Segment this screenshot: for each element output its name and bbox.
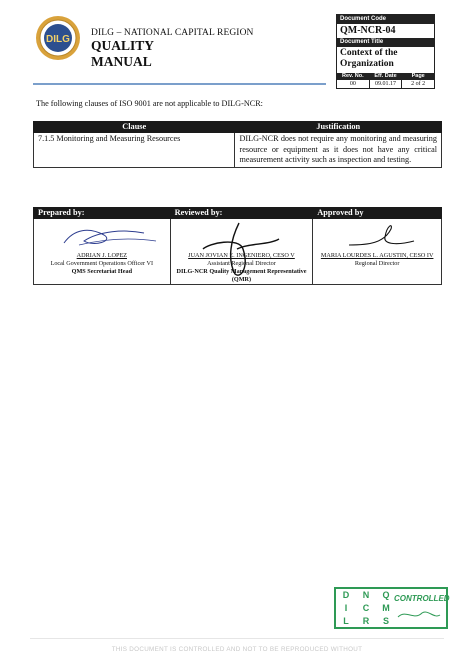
approved-name: MARIA LOURDES L. AGUSTIN, CESO IV xyxy=(320,252,434,259)
page-value: 2 of 2 xyxy=(411,81,426,87)
signatory-table xyxy=(33,207,442,285)
eff-value: 09.01.17 xyxy=(370,80,403,88)
approved-by-header: Approved by xyxy=(313,208,442,219)
svg-text:DILG: DILG xyxy=(46,34,70,45)
stamp-letter-grid: D N Q I C M L R S xyxy=(342,590,390,626)
reviewed-role2: DILG-NCR Quality Management Representative (QMR) xyxy=(176,268,307,283)
eff-label: Eff. Date xyxy=(370,73,403,80)
dilg-logo xyxy=(35,15,81,61)
reviewed-by-cell xyxy=(170,219,313,285)
approved-by-cell xyxy=(313,219,442,285)
doc-meta-values xyxy=(337,80,434,88)
table-row xyxy=(34,133,442,168)
prepared-name: ADRIAN J. LOPEZ xyxy=(76,252,127,259)
rev-value: 00 xyxy=(337,80,370,88)
document-control-box xyxy=(336,14,435,89)
prepared-by-cell xyxy=(34,219,171,285)
org-name: DILG – NATIONAL CAPITAL REGION xyxy=(91,28,254,38)
reviewed-by-header: Reviewed by: xyxy=(170,208,313,219)
footer-note: THIS DOCUMENT IS CONTROLLED AND NOT TO BE REPRODUCED WITHOUT xyxy=(111,646,363,653)
manual-title: QUALITY MANUAL xyxy=(91,38,155,69)
stamp-initials xyxy=(394,605,444,625)
reviewed-name: JUAN JOVIAN E. INGENIERO, CESO V xyxy=(188,252,295,259)
prepared-role2: QMS Secretariat Head xyxy=(71,268,133,275)
signature-approved xyxy=(329,219,429,252)
justification-header: Justification xyxy=(235,122,442,133)
header-rule xyxy=(33,83,326,85)
doc-title: Context of the Organization xyxy=(340,48,398,69)
justification-cell: DILG-NCR does not require any monitoring and measuring resource or equipment as it does not have any critical measurement activity such as inspection and testing. xyxy=(235,133,442,168)
footer-rule xyxy=(30,638,444,639)
signature-prepared xyxy=(44,219,164,252)
clause-cell: 7.1.5 Monitoring and Measuring Resources xyxy=(34,133,235,168)
signature-reviewed xyxy=(179,219,309,279)
stamp-word: CONTROLLED xyxy=(394,594,450,603)
approved-role: Regional Director xyxy=(354,260,400,267)
doc-meta-header xyxy=(337,73,434,80)
clause-header: Clause xyxy=(34,122,235,133)
page-label: Page xyxy=(402,73,434,80)
doc-code: QM-NCR-04 xyxy=(340,25,396,36)
rev-label: Rev. No. xyxy=(337,73,370,80)
intro-text: The following clauses of ISO 9001 are not applicable to DILG-NCR: xyxy=(36,99,263,108)
reviewed-role: Assistant Regional Director xyxy=(207,260,276,267)
prepared-by-header: Prepared by: xyxy=(34,208,171,219)
prepared-role: Local Government Operations Officer VI xyxy=(50,260,154,267)
controlled-stamp xyxy=(334,587,448,629)
doc-title-label: Document Title xyxy=(337,38,434,47)
clause-table xyxy=(33,121,442,168)
doc-code-label: Document Code xyxy=(337,15,434,24)
